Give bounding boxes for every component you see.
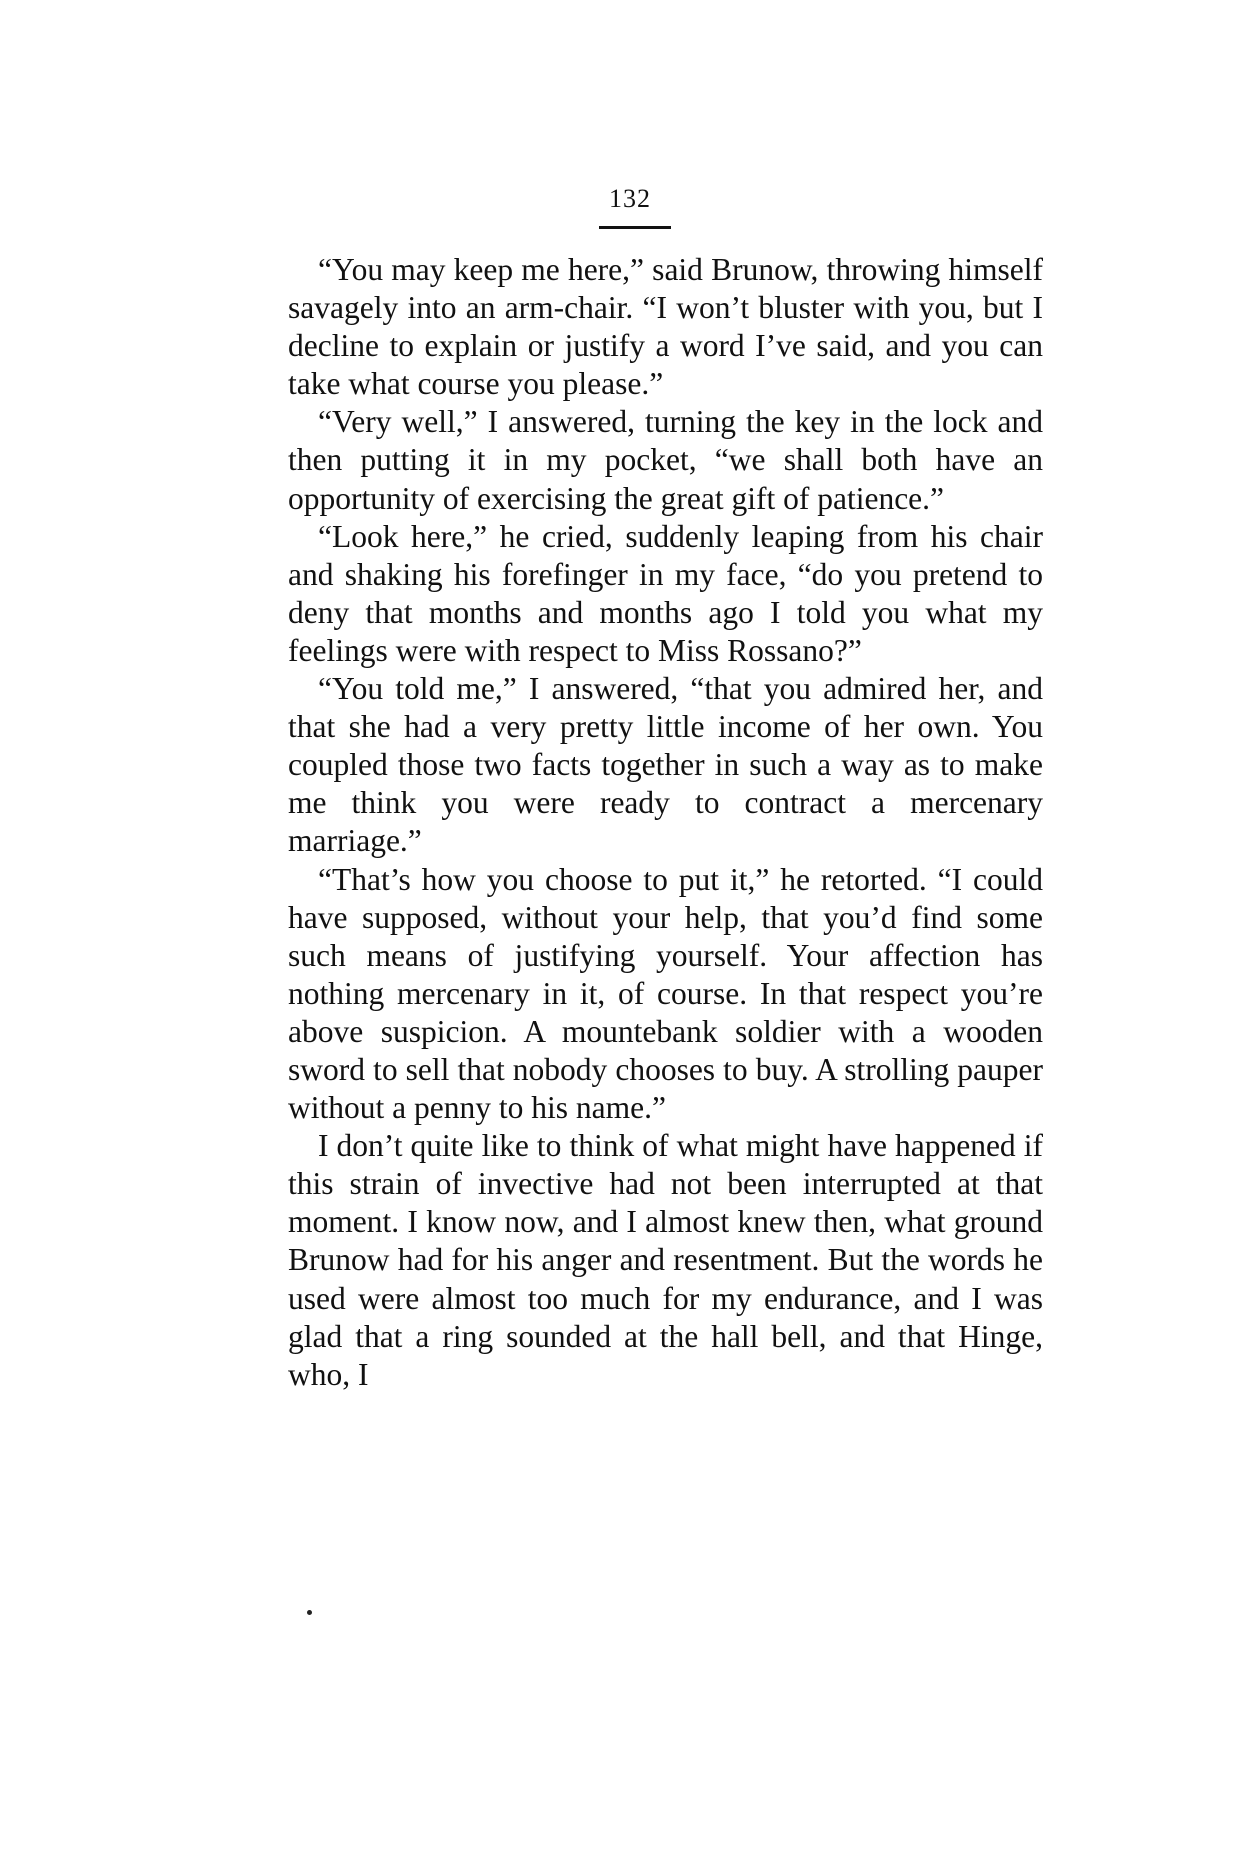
paragraph: “Look here,” he cried, suddenly leaping from his chair and shaking his forefinger in my face, “do you pretend to deny that months and months ago I told you what my feelings were with respect to Miss Rossano?” (288, 518, 1043, 668)
page-number: 132 (609, 184, 651, 213)
paragraph: “Very well,” I answered, turning the key in the lock and then putting it in my pocket, “we shall both have an opportunity of exercising the great gift of patience.” (288, 404, 1043, 516)
body-text (288, 251, 1043, 1394)
paragraph: “You may keep me here,” said Brunow, throwing himself savagely into an arm-chair. “I won’t bluster with you, but I decline to explain or justify a word I’ve said, and you can take what course you please.” (288, 252, 1043, 402)
page-number-rule (599, 226, 671, 229)
paragraph: “That’s how you choose to put it,” he retorted. “I could have supposed, without your help, that you’d find some such means of justifying yourself. Your affection has nothing mercenary in it, of course. In that respect you’re above suspicion. A mountebank soldier with a wooden sword to sell that nobody chooses to buy. A strolling pauper without a penny to his name.” (288, 861, 1043, 1126)
paragraph: I don’t quite like to think of what might have happened if this strain of invective had not been interrupted at that moment. I know now, and I almost knew then, what ground Brunow had for his anger and resentment. But the words he used were almost too much for my endurance, and I was glad that a ring sounded at the hall bell, and that Hinge, who, I (288, 1128, 1043, 1392)
paragraph: “You told me,” I answered, “that you admired her, and that she had a very pretty little income of her own. You coupled those two facts together in such a way as to make me think you were ready to contract a mercenary marriage.” (288, 671, 1043, 859)
ink-speck (307, 1610, 312, 1615)
